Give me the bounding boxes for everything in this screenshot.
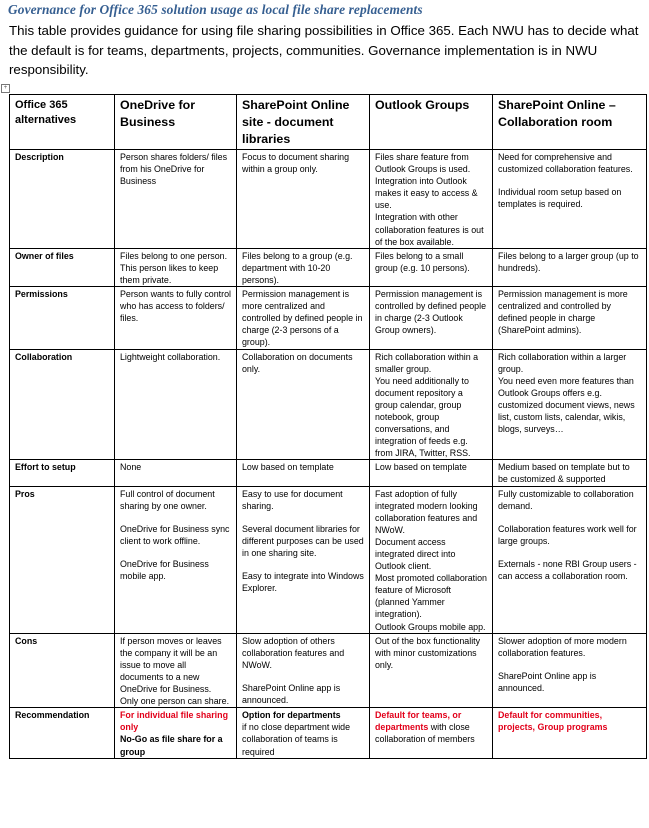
cell-text-bold: Option for departments bbox=[242, 710, 341, 721]
cell-text: Files belong to a larger group (up to hundreds). bbox=[498, 250, 639, 273]
cell-text: None bbox=[120, 462, 142, 473]
table-cell bbox=[237, 633, 370, 708]
table-row bbox=[10, 486, 647, 633]
cell-text: Rich collaboration within a larger group. bbox=[498, 351, 627, 374]
cell-text: Permission management is more centralized and controlled by defined people in charge (SharePoint admins). bbox=[498, 289, 628, 336]
cell-text: OneDrive for Business sync client to work offline. bbox=[120, 523, 230, 546]
table-cell bbox=[115, 708, 237, 758]
cell-text: Low based on template bbox=[375, 462, 467, 473]
cell-text: Document access integrated direct into Outlook client. bbox=[375, 536, 456, 572]
table-cell bbox=[370, 633, 493, 708]
header-cell: OneDrive for Business bbox=[115, 95, 237, 150]
row-label: Collaboration bbox=[10, 349, 115, 460]
cell-text: SharePoint Online app is announced. bbox=[242, 682, 341, 706]
intro-paragraph: This table provides guidance for using file sharing possibilities in Office 365. Each NWU has to decide what the default is for teams, departments, projects, communities. Governance implementation is in NWU responsibility. bbox=[9, 23, 639, 77]
table-cell bbox=[370, 248, 493, 286]
table-cell bbox=[115, 248, 237, 286]
table-cell bbox=[237, 460, 370, 486]
row-label: Description bbox=[10, 150, 115, 249]
table-row bbox=[10, 633, 647, 708]
cell-text: Several document libraries for different purposes can be used in one sharing site. bbox=[242, 523, 364, 558]
paragraph-gap bbox=[498, 547, 641, 558]
row-label: Permissions bbox=[10, 287, 115, 349]
cell-text: Externals - none RBI Group users - can access a collaboration room. bbox=[498, 558, 637, 581]
table-cell bbox=[115, 460, 237, 486]
row-label: Owner of files bbox=[10, 248, 115, 286]
table-row bbox=[10, 248, 647, 286]
paragraph-gap bbox=[498, 175, 641, 186]
table-cell bbox=[237, 708, 370, 758]
header-row bbox=[10, 95, 647, 150]
comparison-table bbox=[9, 94, 647, 759]
table-cell bbox=[493, 460, 647, 486]
table-cell bbox=[493, 287, 647, 349]
row-label: Pros bbox=[10, 486, 115, 633]
cell-text: Collaboration features work well for large groups. bbox=[498, 523, 637, 546]
cell-text: You need even more features than Outlook Groups offers e.g. customized document views, news list, custom lists, calendar, wikis, blogs, surveys… bbox=[498, 375, 635, 435]
cell-text: Permission management is controlled by defined people in charge (2-3 Outlook Group owners). bbox=[375, 289, 487, 336]
document-title: Governance for Office 365 solution usage as local file share replacements bbox=[8, 2, 423, 17]
row-label: Recommendation bbox=[10, 708, 115, 758]
table-row bbox=[10, 349, 647, 460]
table-cell bbox=[115, 349, 237, 460]
table-cell bbox=[493, 633, 647, 708]
cell-text: Slow adoption of others collaboration features and NWoW. bbox=[242, 635, 345, 670]
cell-text: Files belong to a small group (e.g. 10 persons). bbox=[375, 250, 470, 273]
table-cell bbox=[370, 708, 493, 758]
table-cell bbox=[115, 150, 237, 249]
table-cell bbox=[115, 486, 237, 633]
header-cell: Office 365 alternatives bbox=[10, 95, 115, 150]
cell-text: If person moves or leaves the company it will be an issue to move all documents to a new OneDrive for Business. Only one person can share. bbox=[120, 635, 230, 707]
table-cell bbox=[115, 633, 237, 708]
cell-text: OneDrive for Business mobile app. bbox=[120, 558, 209, 581]
cell-text: You need additionally to document repository a group calendar, group notebook, group conversations, and integration of feeds e.g. from JIRA, Twitter, RSS. bbox=[375, 375, 471, 459]
cell-text: with close collaboration of members bbox=[375, 722, 475, 745]
cell-text: Medium based on template but to be customized & supported bbox=[498, 462, 630, 485]
cell-text: Integration with other collaboration features is out of the box available. bbox=[375, 212, 484, 247]
table-cell bbox=[370, 460, 493, 486]
table-cell bbox=[370, 287, 493, 349]
paragraph-gap bbox=[120, 512, 231, 523]
paragraph-gap bbox=[120, 547, 231, 558]
table-cell bbox=[237, 349, 370, 460]
cell-text: Low based on template bbox=[242, 462, 334, 473]
table-cell bbox=[115, 287, 237, 349]
paragraph-gap bbox=[498, 659, 641, 670]
header-cell: SharePoint Online – Collaboration room bbox=[493, 95, 647, 150]
paragraph-gap bbox=[242, 671, 364, 682]
table-row bbox=[10, 460, 647, 486]
row-label: Effort to setup bbox=[10, 460, 115, 486]
paragraph-gap bbox=[242, 559, 364, 570]
cell-text: Most promoted collaboration feature of Microsoft (planned Yammer integration). bbox=[375, 573, 487, 620]
cell-text: Lightweight collaboration. bbox=[120, 351, 221, 362]
cell-text: Individual room setup based on templates is required. bbox=[498, 187, 622, 210]
table-cell bbox=[237, 287, 370, 349]
paragraph-gap bbox=[242, 512, 364, 523]
table-cell bbox=[493, 349, 647, 460]
cell-text: if no close department wide collaboration of teams is required bbox=[242, 722, 351, 757]
cell-text: Collaboration on documents only. bbox=[242, 351, 353, 374]
cell-text: Outlook Groups mobile app. bbox=[375, 621, 486, 632]
table-row bbox=[10, 150, 647, 249]
cell-text: Integration into Outlook makes it easy to access & use. bbox=[375, 176, 478, 211]
cell-text-highlight: For individual file sharing only bbox=[120, 710, 228, 733]
table-cell bbox=[493, 248, 647, 286]
header-cell: Outlook Groups bbox=[370, 95, 493, 150]
cell-text: Person wants to fully control who has access to folders/ files. bbox=[120, 289, 231, 324]
cell-text: Files belong to one person. This person likes to keep them private. bbox=[120, 250, 228, 285]
cell-text: Files belong to a group (e.g. department with 10-20 persons). bbox=[242, 250, 353, 285]
cell-text: Permission management is more centralized and controlled by defined people in charge (2-3 persons of a group). bbox=[242, 289, 363, 348]
table-body bbox=[10, 150, 647, 759]
cell-text-highlight: Default for communities, projects, Group programs bbox=[498, 710, 608, 733]
cell-text: Easy to integrate into Windows Explorer. bbox=[242, 571, 364, 594]
cell-text: Need for comprehensive and customized collaboration features. bbox=[498, 152, 633, 175]
cell-text: Out of the box functionality with minor customizations only. bbox=[375, 635, 481, 670]
table-row-recommendation bbox=[10, 708, 647, 758]
table-cell bbox=[370, 349, 493, 460]
table-cell bbox=[493, 486, 647, 633]
table-cell bbox=[237, 486, 370, 633]
cell-text: Easy to use for document sharing. bbox=[242, 488, 343, 511]
cell-text-highlight: Default for teams, or departments bbox=[375, 710, 462, 733]
cell-text: Focus to document sharing within a group only. bbox=[242, 152, 350, 175]
table-cell bbox=[237, 248, 370, 286]
cell-text: Fully customizable to collaboration demand. bbox=[498, 488, 634, 511]
table-cell bbox=[493, 150, 647, 249]
cell-text-bold: No-Go as file share for a group bbox=[120, 734, 223, 757]
cell-text: SharePoint Online app is announced. bbox=[498, 670, 597, 693]
table-cell bbox=[237, 150, 370, 249]
cell-text: Files share feature from Outlook Groups is used. bbox=[375, 152, 471, 175]
table-move-handle-icon[interactable]: + bbox=[1, 84, 10, 93]
table-cell bbox=[370, 486, 493, 633]
table-cell bbox=[493, 708, 647, 758]
cell-text: Slower adoption of more modern collaboration features. bbox=[498, 635, 627, 658]
cell-text: Full control of document sharing by one owner. bbox=[120, 488, 215, 511]
cell-text: Fast adoption of fully integrated modern looking collaboration features and NWoW. bbox=[375, 488, 478, 535]
cell-text: Rich collaboration within a smaller group. bbox=[375, 351, 479, 374]
paragraph-gap bbox=[498, 512, 641, 523]
table-row bbox=[10, 287, 647, 349]
header-cell: SharePoint Online site - document libraries bbox=[237, 95, 370, 150]
table-cell bbox=[370, 150, 493, 249]
row-label: Cons bbox=[10, 633, 115, 708]
cell-text: Person shares folders/ files from his OneDrive for Business bbox=[120, 152, 228, 187]
